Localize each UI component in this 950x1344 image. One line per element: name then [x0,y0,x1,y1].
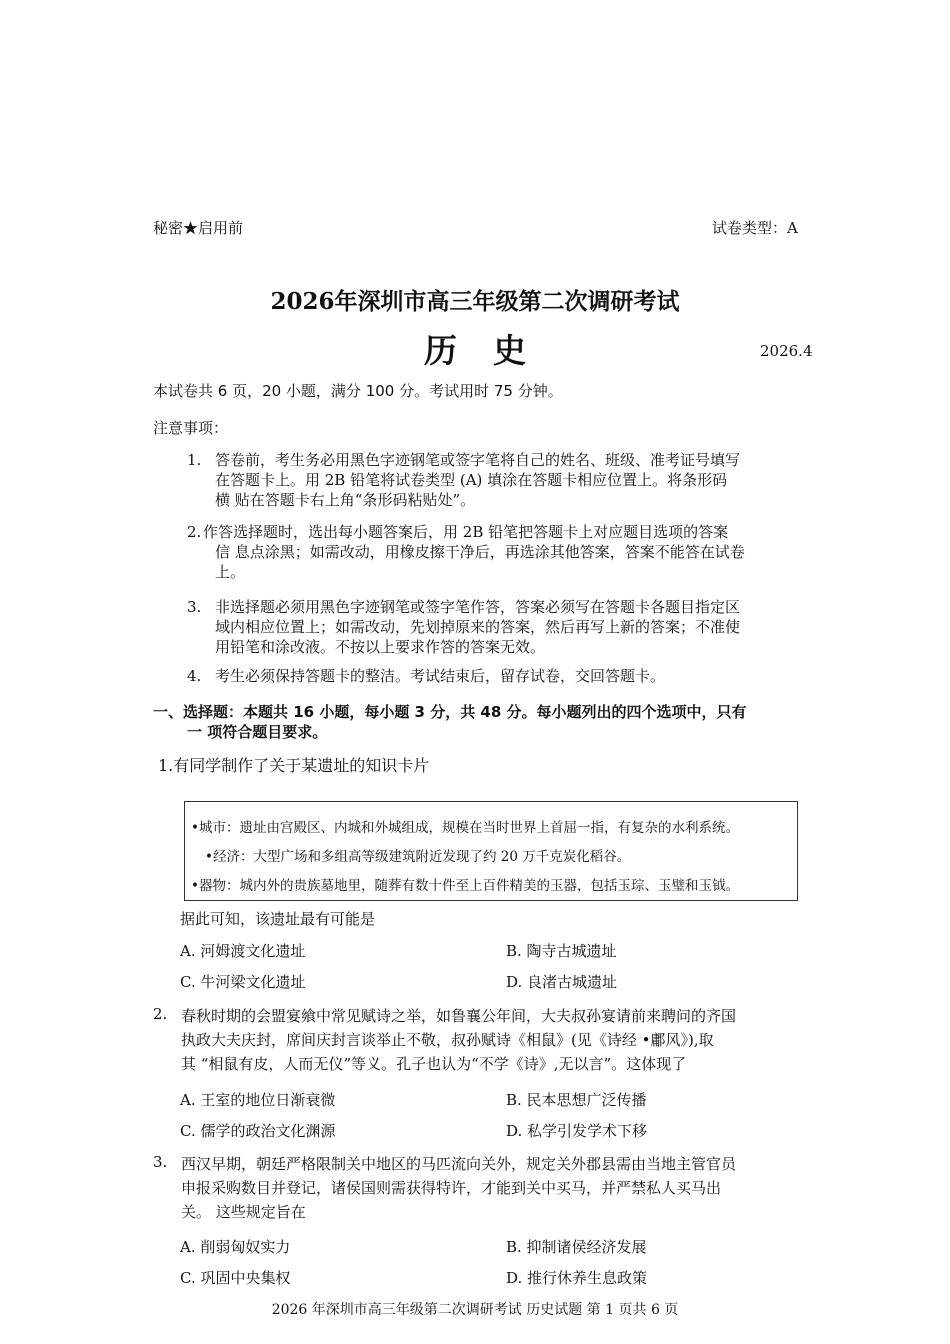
q1-option-a[interactable]: A. 河姆渡文化遗址 [180,942,306,960]
notice-item-number: 2. [187,523,202,541]
notice-line: 考生必须保持答题卡的整洁。考试结束后，留存试卷，交回答题卡。 [215,667,666,685]
notice-line: 上。 [215,563,246,581]
card-line-artifacts: •器物：城内外的贵族墓地里，随葬有数十件至上百件精美的玉器，包括玉琮、玉璧和玉钺。 [191,878,739,894]
section-heading: 一、选择题：本题共 16 小题，每小题 3 分，共 48 分。每小题列出的四个选项中，只有 [153,703,747,721]
card-line-economy: •经济：大型广场和多组高等级建筑附近发现了约 20 万千克炭化稻谷。 [205,849,631,865]
secret-label: 秘密★启用前 [153,219,244,237]
q3-line: 申报采购数目并登记，诸侯国则需获得特许，才能到关中买马，并严禁私人买马出 [181,1179,722,1197]
knowledge-card [184,801,798,901]
q1-option-c[interactable]: C. 牛河梁文化遗址 [180,973,306,991]
subject-title: 历史 [424,331,562,370]
q2-option-d[interactable]: D. 私学引发学术下移 [506,1122,648,1140]
paper-type-label: 试卷类型：A [712,219,798,237]
q1-option-b[interactable]: B. 陶寺古城遗址 [506,942,617,960]
q3-option-a[interactable]: A. 削弱匈奴实力 [180,1238,291,1256]
notice-heading: 注意事项： [153,419,229,437]
q2-line: 其 “相鼠有皮，人而无仪”等义。孔子也认为“不学《诗》,无以言”。这体现了 [181,1055,687,1073]
q3-option-d[interactable]: D. 推行休养生息政策 [506,1269,648,1287]
notice-item-number: 1. [187,451,202,469]
exam-title: 2026年深圳市高三年级第二次调研考试 [270,288,680,315]
q1-stem: 1.有同学制作了关于某遗址的知识卡片 [158,756,430,775]
q2-line: 春秋时期的会盟宴飨中常见赋诗之举，如鲁襄公年间，大夫叔孙宴请前来聘问的齐国 [181,1007,737,1025]
notice-line: 信 息点涂黑；如需改动，用橡皮擦干净后，再选涂其他答案，答案不能答在试卷 [215,543,745,561]
notice-item-1 [187,450,817,514]
q3-line: 关。 这些规定旨在 [181,1203,306,1221]
q3-option-c[interactable]: C. 巩固中央集权 [180,1269,291,1287]
q2-option-b[interactable]: B. 民本思想广泛传播 [506,1091,647,1109]
section-heading-cont: 一 项符合题目要求。 [187,723,328,741]
notice-line: 在答题卡上。用 2B 铅笔将试卷类型 (A) 填涂在答题卡相应位置上。将条形码 [215,471,728,489]
q1-option-d[interactable]: D. 良渚古城遗址 [506,973,618,991]
notice-line: 答卷前，考生务必用黑色字迹钢笔或签字笔将自己的姓名、班级、准考证号填写 [215,451,741,469]
q2-option-a[interactable]: A. 王室的地位日渐衰微 [180,1091,336,1109]
q2-option-c[interactable]: C. 儒学的政治文化渊源 [180,1122,336,1140]
page-footer: 2026 年深圳市高三年级第二次调研考试 历史试题 第 1 页共 6 页 [271,1302,679,1318]
q1-question: 据此可知，该遗址最有可能是 [180,910,376,928]
notice-item-number: 3. [187,598,202,616]
notice-item-3 [187,597,817,661]
notice-line: 域内相应位置上；如需改动，先划掉原来的答案，然后再写上新的答案；不准使 [215,618,741,636]
exam-intro: 本试卷共 6 页，20 小题，满分 100 分。考试用时 75 分钟。 [153,382,563,400]
q3-line: 西汉早期，朝廷严格限制关中地区的马匹流向关外，规定关外郡县需由当地主管官员 [181,1155,737,1173]
q3-option-b[interactable]: B. 抑制诸侯经济发展 [506,1238,647,1256]
card-line-city: •城市：遗址由宫殿区、内城和外城组成，规模在当时世界上首屈一指，有复杂的水利系统。 [191,820,739,836]
q2-line: 执政大夫庆封，席间庆封言谈举止不敬，叔孙赋诗《相鼠》(见《诗经 •鄘风》),取 [181,1031,714,1049]
notice-line: 用铅笔和涂改液。不按以上要求作答的答案无效。 [215,638,546,656]
notice-line: 非选择题必须用黑色字迹钢笔或签字笔作答，答案必须写在答题卡各题目指定区 [215,598,741,616]
notice-line: 横 贴在答题卡右上角“条形码粘贴处”。 [215,491,476,509]
notice-line: 作答选择题时，选出每小题答案后，用 2B 铅笔把答题卡上对应题目选项的答案 [203,523,729,541]
exam-date: 2026.4 [760,342,813,360]
notice-item-number: 4. [187,667,202,685]
q2-number: 2. [153,1005,168,1023]
notice-item-2 [187,522,817,586]
notice-item-4 [187,666,817,688]
q3-number: 3. [153,1153,168,1171]
